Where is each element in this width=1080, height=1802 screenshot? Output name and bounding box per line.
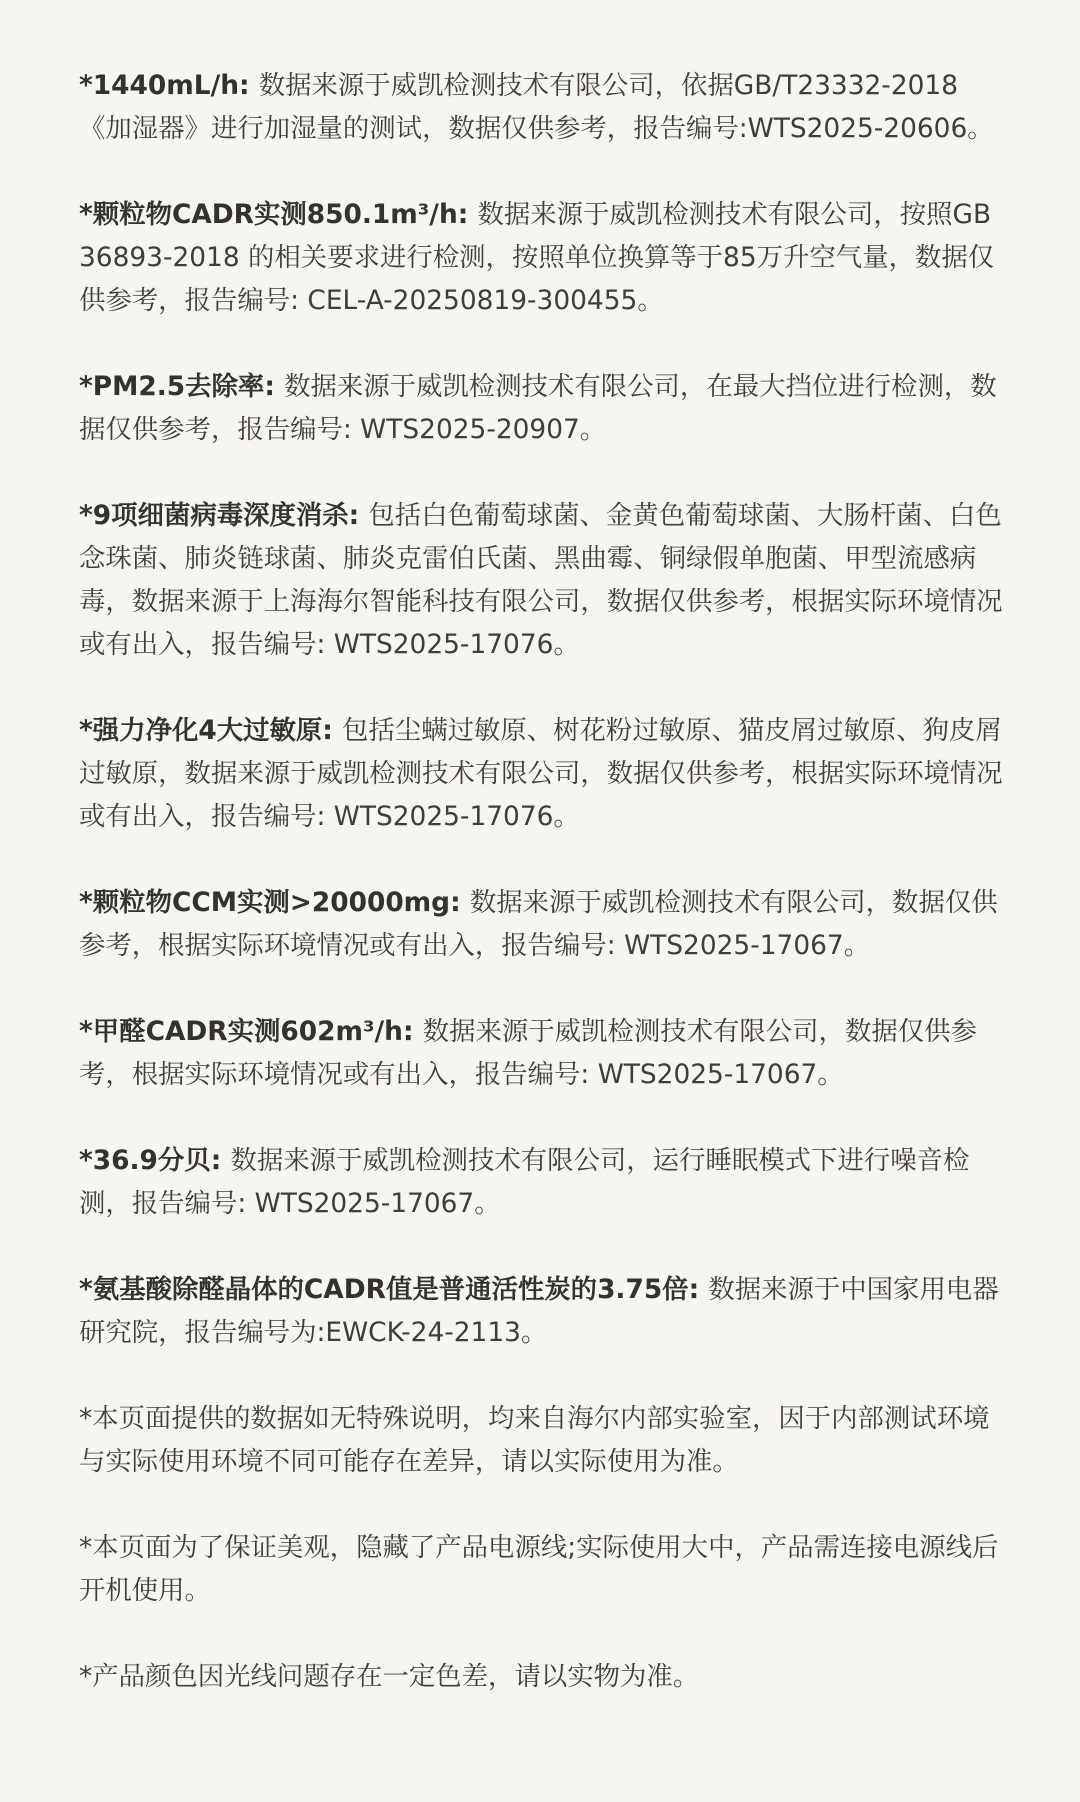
note-text: 数据来源于威凯检测技术有限公司，数据仅供参考，根据实际环境情况或有出入，报告编号: WTS2025-17067。 [79, 1016, 977, 1090]
note-formaldehyde-cadr [79, 1010, 1008, 1096]
note-pm25-removal [79, 365, 1008, 451]
note-text: 数据来源于威凯检测技术有限公司，在最大挡位进行检测，数据仅供参考，报告编号: WTS2025-20907。 [79, 371, 997, 445]
note-humidification-rate [79, 64, 1008, 150]
note-color-difference [79, 1655, 1008, 1698]
note-label: *1440mL/h: [79, 70, 259, 101]
note-label: *氨基酸除醛晶体的CADR值是普通活性炭的3.75倍: [79, 1274, 709, 1305]
note-label: *颗粒物CCM实测>20000mg: [79, 887, 470, 918]
note-particle-cadr [79, 193, 1008, 322]
note-label: *甲醛CADR实测602m³/h: [79, 1016, 423, 1047]
note-label: *强力净化4大过敏原: [79, 715, 343, 746]
note-label: *9项细菌病毒深度消杀: [79, 500, 369, 531]
note-label: *PM2.5去除率: [79, 371, 285, 402]
note-text: *本页面为了保证美观，隐藏了产品电源线;实际使用大中，产品需连接电源线后开机使用。 [79, 1532, 999, 1606]
note-text: 数据来源于威凯检测技术有限公司，依据GB/T23332-2018《加湿器》进行加湿量的测试，数据仅供参考，报告编号:WTS2025-20606。 [79, 70, 994, 144]
note-label: *颗粒物CADR实测850.1m³/h: [79, 199, 478, 230]
note-particle-ccm [79, 881, 1008, 967]
note-text: *本页面提供的数据如无特殊说明，均来自海尔内部实验室，因于内部测试环境与实际使用环境不同可能存在差异，请以实际使用为准。 [79, 1403, 990, 1477]
note-amino-acid-crystal [79, 1268, 1008, 1354]
note-lab-data [79, 1397, 1008, 1483]
note-power-cord [79, 1526, 1008, 1612]
note-allergens [79, 709, 1008, 838]
note-noise-level [79, 1139, 1008, 1225]
note-label: *36.9分贝: [79, 1145, 231, 1176]
note-text: 数据来源于中国家用电器研究院，报告编号为:EWCK-24-2113。 [79, 1274, 999, 1348]
note-text: 数据来源于威凯检测技术有限公司，运行睡眠模式下进行噪音检测，报告编号: WTS2025-17067。 [79, 1145, 970, 1219]
note-text: *产品颜色因光线问题存在一定色差，请以实物为准。 [79, 1661, 700, 1692]
note-text: 数据来源于威凯检测技术有限公司，数据仅供参考，根据实际环境情况或有出入，报告编号: WTS2025-17067。 [79, 887, 998, 961]
note-text: 数据来源于威凯检测技术有限公司，按照GB 36893-2018 的相关要求进行检测，按照单位换算等于85万升空气量，数据仅供参考，报告编号: CEL-A-20250819-300455。 [79, 199, 995, 316]
note-text: 包括白色葡萄球菌、金黄色葡萄球菌、大肠杆菌、白色念珠菌、肺炎链球菌、肺炎克雷伯氏菌、黑曲霉、铜绿假单胞菌、甲型流感病毒，数据来源于上海海尔智能科技有限公司，数据仅供参考，根据实际环境情况或有出入，报告编号: WTS2025-17076。 [79, 500, 1003, 660]
note-text: 包括尘螨过敏原、树花粉过敏原、猫皮屑过敏原、狗皮屑过敏原，数据来源于威凯检测技术有限公司，数据仅供参考，根据实际环境情况或有出入，报告编号: WTS2025-17076。 [79, 715, 1003, 832]
note-bacteria-virus [79, 494, 1008, 666]
